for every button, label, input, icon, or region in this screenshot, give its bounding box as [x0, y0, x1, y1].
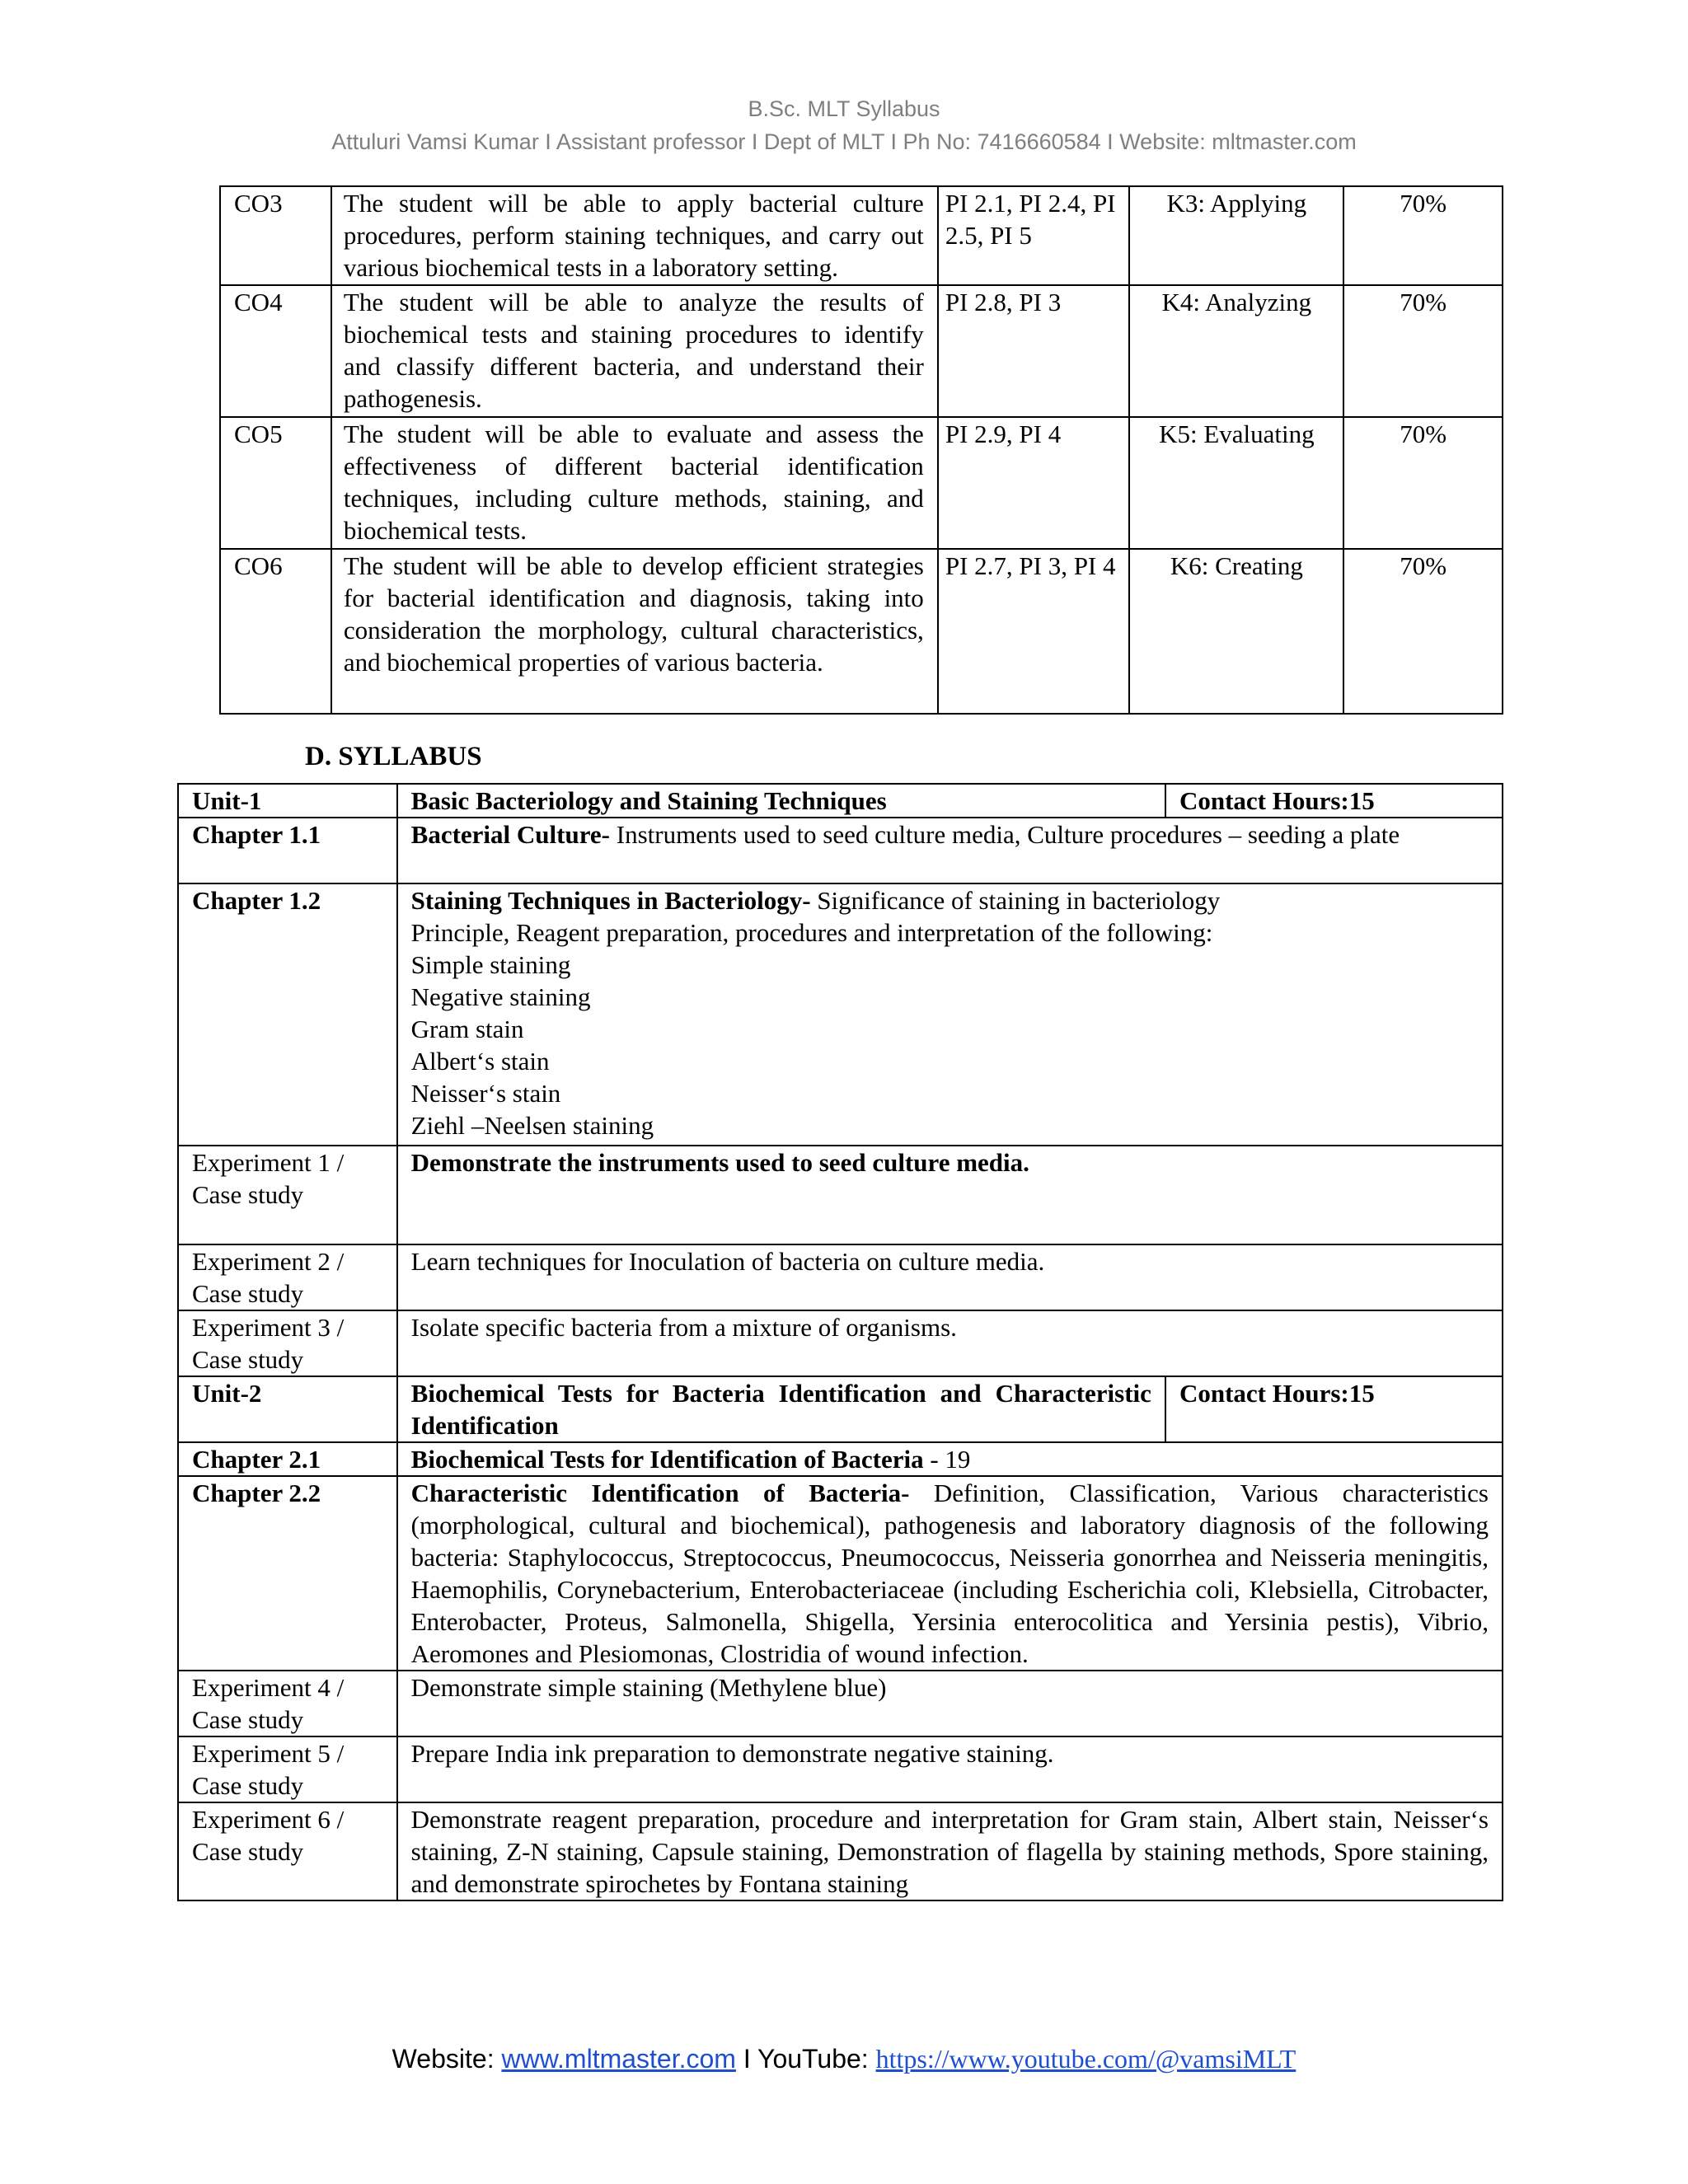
co-code: CO5 — [220, 417, 331, 549]
table-row — [220, 549, 1503, 714]
chapter-row — [178, 1476, 1503, 1671]
co-code: CO4 — [220, 285, 331, 417]
co-pi: PI 2.9, PI 4 — [938, 417, 1130, 549]
chapter-text: Instruments used to seed culture media, Culture procedures – seeding a plate — [610, 820, 1400, 849]
experiment-label: Experiment 5 / Case study — [178, 1736, 397, 1802]
youtube-link[interactable]: https://www.youtube.com/@vamsiMLT — [875, 2044, 1296, 2074]
chapter-label: Chapter 2.1 — [178, 1442, 397, 1476]
co-pi: PI 2.1, PI 2.4, PI 2.5, PI 5 — [938, 186, 1130, 285]
experiment-row — [178, 1244, 1503, 1310]
co-target: 70% — [1343, 549, 1503, 714]
page-header — [0, 92, 1688, 158]
table-row — [220, 186, 1503, 285]
chapter-content — [397, 1476, 1503, 1671]
chapter-line: Neisser‘s stain — [410, 1079, 561, 1108]
co-level: K6: Creating — [1129, 549, 1343, 714]
unit-row — [178, 784, 1503, 818]
co-target: 70% — [1343, 417, 1503, 549]
contact-hours: Contact Hours:15 — [1165, 1376, 1503, 1442]
experiment-row — [178, 1736, 1503, 1802]
experiment-row — [178, 1802, 1503, 1900]
experiment-text: Isolate specific bacteria from a mixture of organisms. — [397, 1310, 1503, 1376]
co-pi: PI 2.7, PI 3, PI 4 — [938, 549, 1130, 714]
co-description: The student will be able to analyze the results of biochemical tests and staining procedures to identify and classify different bacteria, and understand their pathogenesis. — [331, 285, 938, 417]
chapter-line: Gram stain — [410, 1015, 524, 1043]
header-author-line: Attuluri Vamsi Kumar I Assistant professor I Dept of MLT I Ph No: 7416660584 I Website: mltmaster.com — [331, 129, 1357, 154]
co-target: 70% — [1343, 285, 1503, 417]
chapter-line: Albert‘s stain — [410, 1047, 550, 1076]
chapter-row — [178, 1442, 1503, 1476]
unit-label: Unit-2 — [178, 1376, 397, 1442]
chapter-text: - 19 — [923, 1445, 971, 1474]
chapter-line: Ziehl –Neelsen staining — [410, 1111, 654, 1140]
header-title: B.Sc. MLT Syllabus — [748, 96, 940, 121]
co-pi: PI 2.8, PI 3 — [938, 285, 1130, 417]
chapter-line: Simple staining — [410, 950, 571, 979]
experiment-label: Experiment 1 / Case study — [178, 1146, 397, 1244]
co-level: K3: Applying — [1129, 186, 1343, 285]
experiment-row — [178, 1310, 1503, 1376]
course-outcome-table — [219, 185, 1503, 715]
chapter-row — [178, 818, 1503, 883]
co-code: CO3 — [220, 186, 331, 285]
experiment-label: Experiment 6 / Case study — [178, 1802, 397, 1900]
chapter-label: Chapter 1.2 — [178, 883, 397, 1146]
experiment-label: Experiment 2 / Case study — [178, 1244, 397, 1310]
unit-title: Biochemical Tests for Bacteria Identification and Characteristic Identification — [397, 1376, 1165, 1442]
experiment-text: Prepare India ink preparation to demonstrate negative staining. — [397, 1736, 1503, 1802]
experiment-text: Learn techniques for Inoculation of bacteria on culture media. — [397, 1244, 1503, 1310]
chapter-content — [397, 818, 1503, 883]
chapter-content — [397, 883, 1503, 1146]
co-level: K4: Analyzing — [1129, 285, 1343, 417]
chapter-text: Significance of staining in bacteriology — [810, 886, 1221, 915]
chapter-heading: Staining Techniques in Bacteriology- — [410, 886, 811, 915]
chapter-heading: Bacterial Culture- — [410, 820, 610, 849]
contact-hours: Contact Hours:15 — [1165, 784, 1503, 818]
chapter-line: Negative staining — [410, 982, 591, 1011]
co-level: K5: Evaluating — [1129, 417, 1343, 549]
co-description: The student will be able to apply bacterial culture procedures, perform staining techniques, and carry out various biochemical tests in a laboratory setting. — [331, 186, 938, 285]
chapter-row — [178, 883, 1503, 1146]
section-title: D. SYLLABUS — [305, 742, 482, 771]
experiment-row — [178, 1671, 1503, 1736]
footer-website-label: Website: — [392, 2044, 502, 2074]
experiment-label: Experiment 3 / Case study — [178, 1310, 397, 1376]
page-footer — [0, 2044, 1688, 2074]
chapter-label: Chapter 1.1 — [178, 818, 397, 883]
chapter-text: Definition, Classification, Various characteristics (morphological, cultural and biochemical), pathogenesis and laboratory diagnosis of the following bacteria: Staphylococcus, Streptococcus, Pneumococcus, Neisseria gonorrhea and Neisseria meningitis, Haemophilis, Corynebacterium, Enterobacteriaceae (including Escherichia coli, Klebsiella, Citrobacter, Enterobacter, Proteus, Salmonella, Shigella, Yersinia enterocolitica and Yersinia pestis), Vibrio, Aeromones and Plesiomonas, Clostridia of wound infection. — [410, 1479, 1489, 1668]
footer-youtube-label: I YouTube: — [735, 2044, 876, 2074]
experiment-label: Experiment 4 / Case study — [178, 1671, 397, 1736]
unit-title: Basic Bacteriology and Staining Techniques — [397, 784, 1165, 818]
chapter-heading: Characteristic Identification of Bacteria- — [410, 1479, 910, 1507]
co-description: The student will be able to develop efficient strategies for bacterial identification and diagnosis, taking into consideration the morphology, cultural characteristics, and biochemical properties of various bacteria. — [331, 549, 938, 714]
table-row — [220, 417, 1503, 549]
unit-label: Unit-1 — [178, 784, 397, 818]
chapter-line: Principle, Reagent preparation, procedures and interpretation of the following: — [410, 918, 1213, 947]
co-description: The student will be able to evaluate and assess the effectiveness of different bacterial identification techniques, including culture methods, staining, and biochemical tests. — [331, 417, 938, 549]
experiment-text: Demonstrate reagent preparation, procedure and interpretation for Gram stain, Albert stain, Neisser‘s staining, Z-N staining, Capsule staining, Demonstration of flagella by staining methods, Spore staining, and demonstrate spirochetes by Fontana staining — [397, 1802, 1503, 1900]
experiment-text: Demonstrate the instruments used to seed culture media. — [397, 1146, 1503, 1244]
co-target: 70% — [1343, 186, 1503, 285]
unit-row — [178, 1376, 1503, 1442]
syllabus-table — [177, 783, 1503, 1901]
chapter-label: Chapter 2.2 — [178, 1476, 397, 1671]
experiment-text: Demonstrate simple staining (Methylene blue) — [397, 1671, 1503, 1736]
co-code: CO6 — [220, 549, 331, 714]
chapter-content — [397, 1442, 1503, 1476]
table-row — [220, 285, 1503, 417]
experiment-row — [178, 1146, 1503, 1244]
chapter-heading: Biochemical Tests for Identification of Bacteria — [410, 1445, 924, 1474]
website-link[interactable]: www.mltmaster.com — [501, 2044, 736, 2074]
